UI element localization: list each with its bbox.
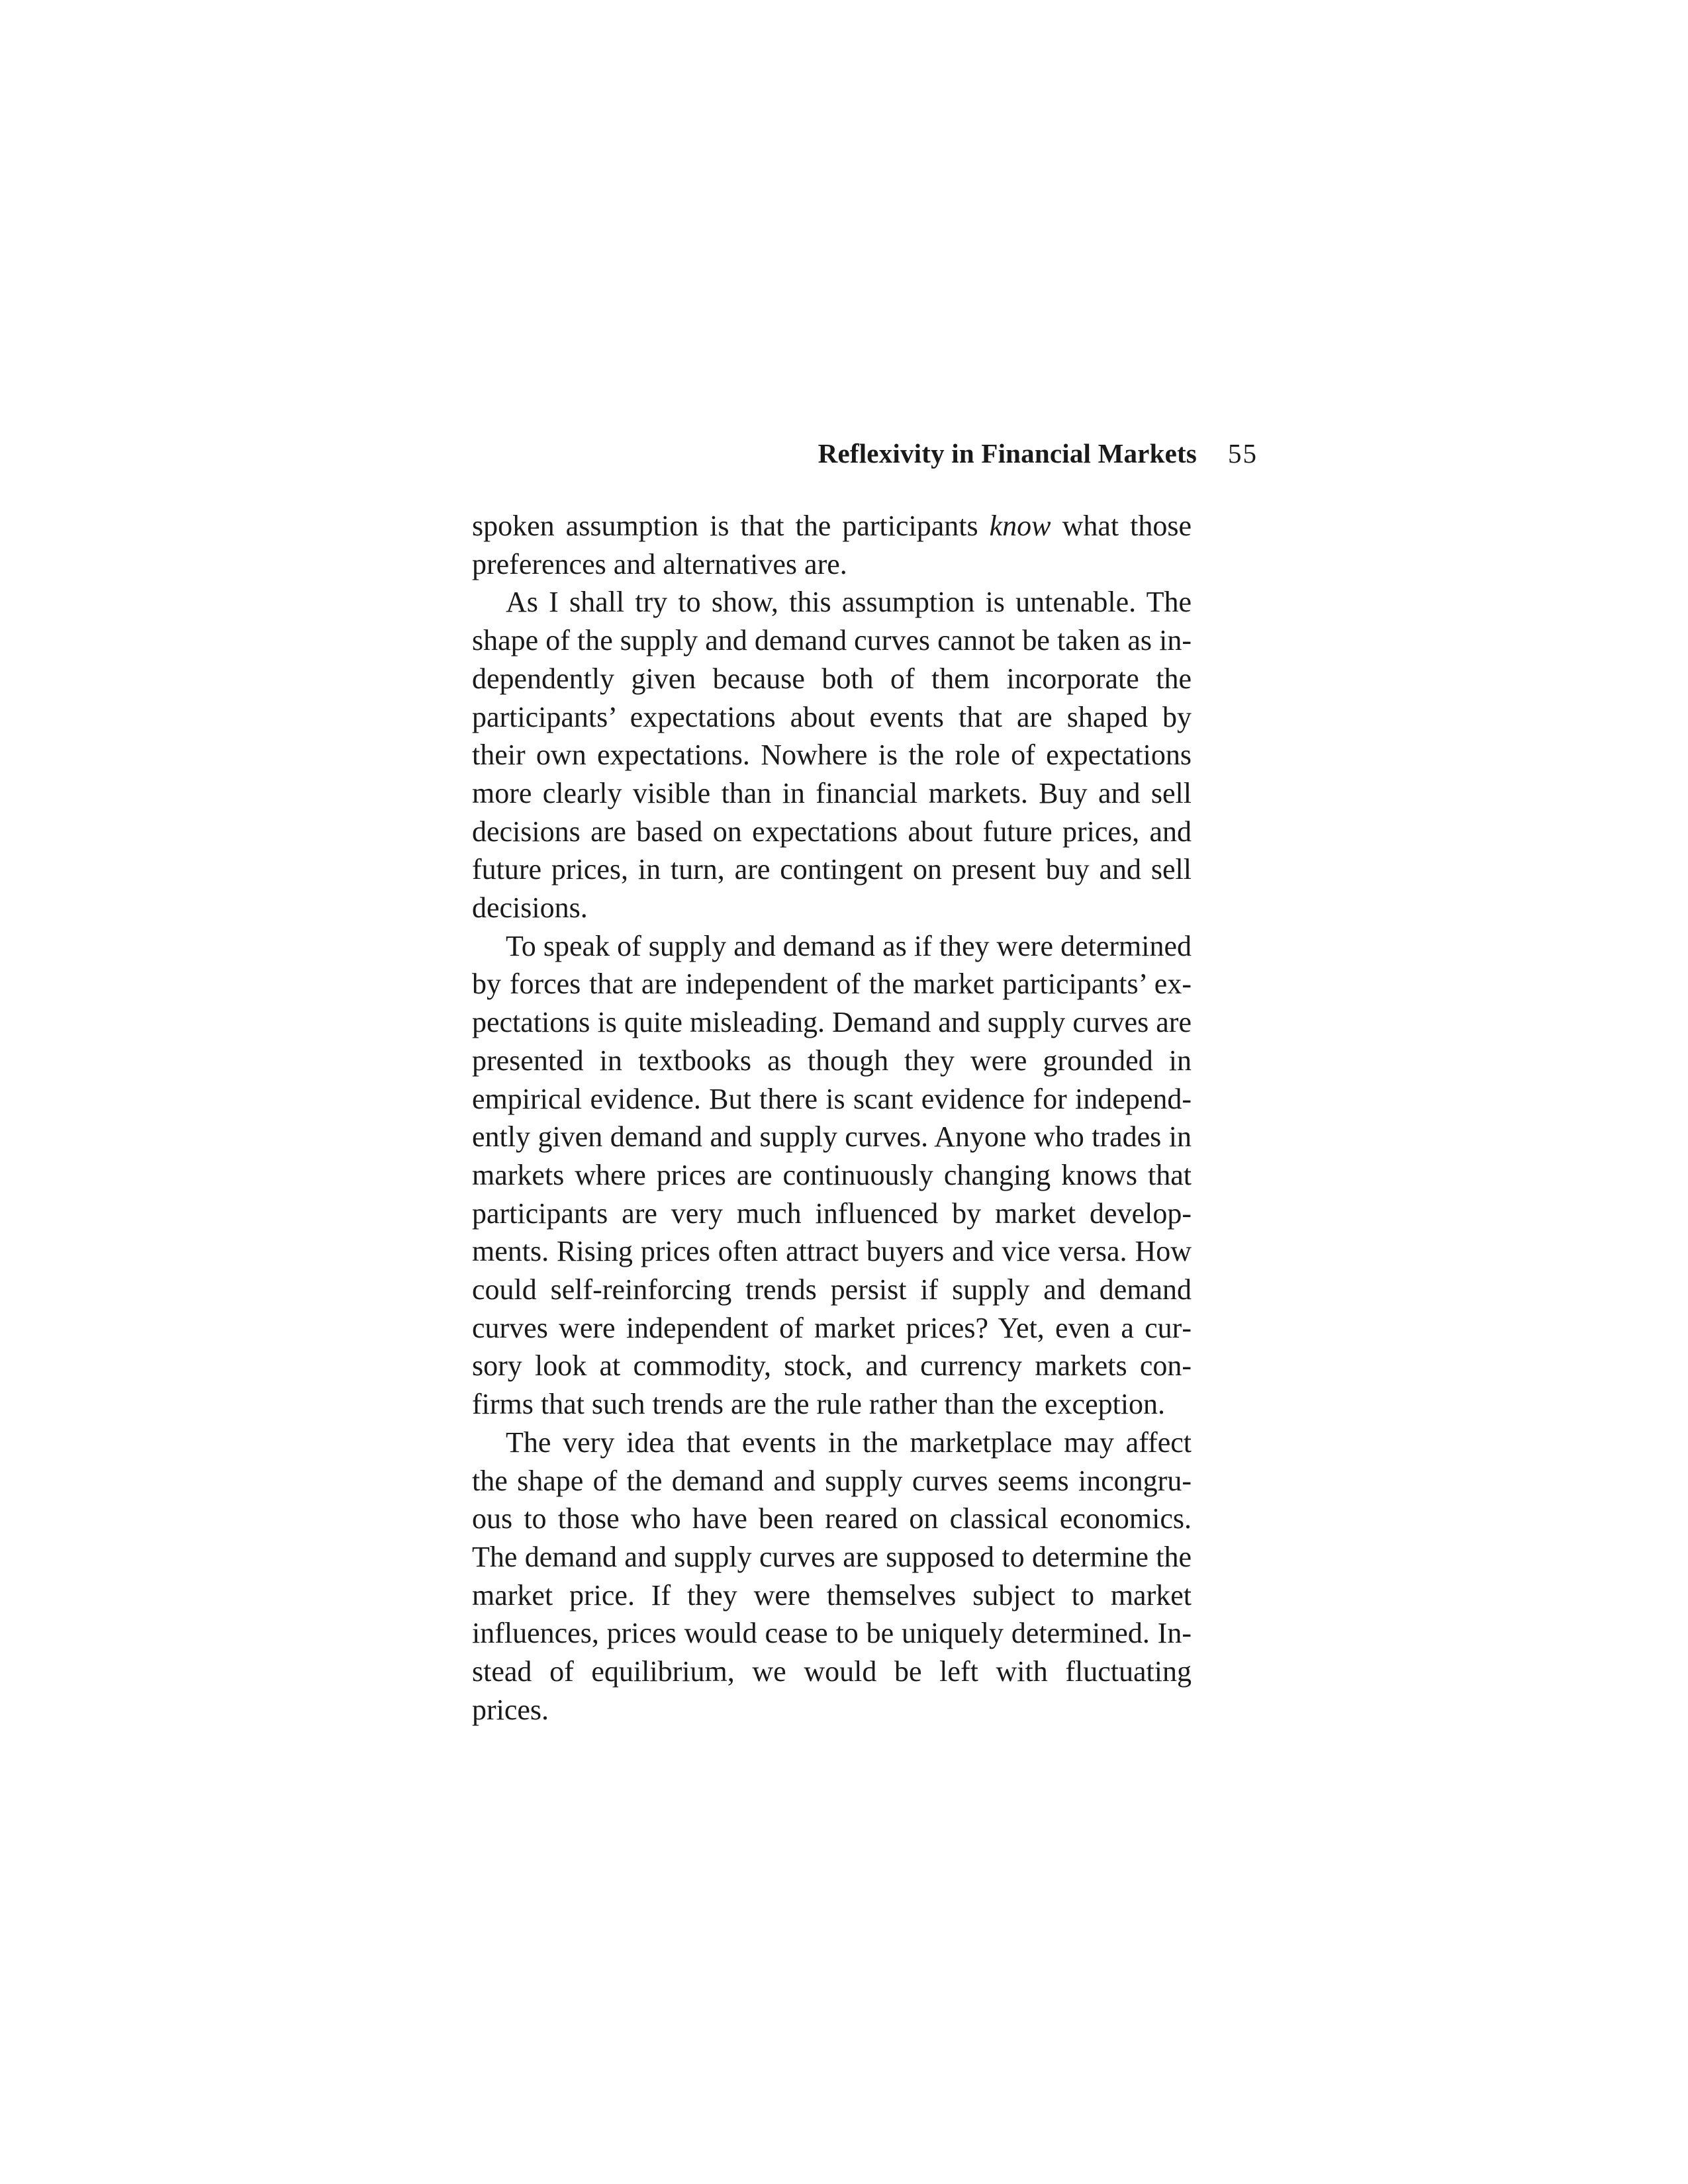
paragraph-1-before: spoken assumption is that the participants	[472, 510, 990, 542]
paragraph-4: The very idea that events in the marketplace may affect the shape of the demand and supply curves seems incongruous to those who have been reared on classical economics. The demand and supply curves are supposed to determine the market price. If they were themselves subject to market influences, prices would cease to be uniquely determined. Instead of equilibrium, we would be left with fluctuating prices.	[472, 1426, 1192, 1726]
paragraph-1-after: what those preferences and alternatives are.	[472, 510, 1192, 580]
emphasis-know: know	[989, 510, 1051, 542]
running-head	[781, 430, 1258, 477]
page-number: 55	[1228, 438, 1258, 469]
running-title: Reflexivity in Financial Markets	[818, 438, 1197, 469]
paragraph-1	[472, 507, 1192, 583]
paragraph-3: To speak of supply and demand as if they were determined by forces that are independent of the market participants’ expectations is quite misleading. Demand and supply curves are presented in textbooks as though they were grounded in empirical evidence. But there is scant evidence for independently given demand and supply curves. Anyone who trades in markets where prices are continuously changing knows that participants are very much influenced by market developments. Rising prices often attract buyers and vice versa. How could self-reinforcing trends persist if supply and demand curves were independent of market prices? Yet, even a cursory look at commodity, stock, and currency markets confirms that such trends are the rule rather than the exception.	[472, 929, 1192, 1421]
body-text	[472, 507, 1192, 1729]
paragraph-2: As I shall try to show, this assumption is untenable. The shape of the supply and demand curves cannot be taken as independently given because both of them incorporate the participants’ expectations about events that are shaped by their own expectations. Nowhere is the role of expectations more clearly visible than in financial markets. Buy and sell decisions are based on expectations about future prices, and future prices, in turn, are contingent on present buy and sell decisions.	[472, 586, 1192, 925]
